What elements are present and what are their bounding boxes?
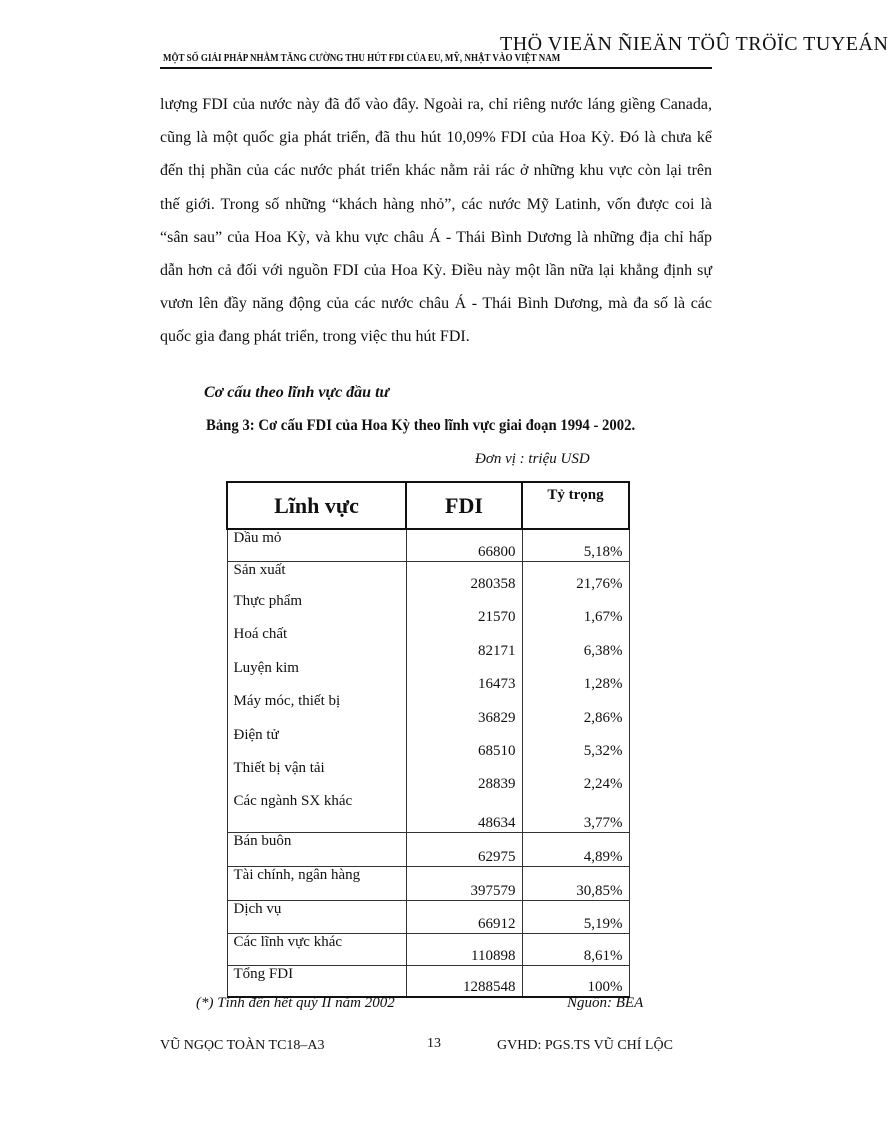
row-fdi: 68510	[406, 727, 522, 760]
body-paragraph: lượng FDI của nước này đã đổ vào đây. Ngoài ra, chỉ riêng nước láng giềng Canada, cũng là một quốc gia phát triển, đã thu hút 10,09% FDI của Hoa Kỳ. Đó là chưa kể đến thị phần của các nước phát triển khác nằm rải rác ở những khu vực còn lại trên thế giới. Trong số những “khách hàng nhỏ”, các nước Mỹ Latinh, vốn được coi là “sân sau” của Hoa Kỳ, và khu vực châu Á - Thái Bình Dương là những địa chỉ hấp dẫn hơn cả đối với nguồn FDI của Hoa Kỳ. Điều này một lần nữa lại khẳng định sự vươn lên đầy năng động của các nước châu Á - Thái Bình Dương, mà đa số là các quốc gia đang phát triển, trong việc thu hút FDI.	[160, 96, 712, 346]
row-share: 4,89%	[522, 832, 629, 866]
row-name: Điện tử	[227, 727, 406, 760]
row-name: Thiết bị vận tải	[227, 760, 406, 793]
row-name: Các ngành SX khác	[227, 793, 406, 832]
row-name: Luyện kim	[227, 660, 406, 693]
row-fdi: 16473	[406, 660, 522, 693]
row-fdi: 28839	[406, 760, 522, 793]
row-share: 1,28%	[522, 660, 629, 693]
table-total-row	[227, 965, 629, 997]
row-fdi: 21570	[406, 593, 522, 626]
fdi-table	[226, 481, 630, 998]
row-name: Dịch vụ	[227, 900, 406, 933]
row-share: 2,24%	[522, 760, 629, 793]
section-heading: Cơ cấu theo lĩnh vực đầu tư	[204, 384, 390, 401]
table-caption: Bảng 3: Cơ cấu FDI của Hoa Kỳ theo lĩnh vực giai đoạn 1994 - 2002.	[206, 417, 636, 434]
row-name: Dầu mỏ	[227, 529, 406, 561]
row-share: 30,85%	[522, 866, 629, 900]
row-name: Các lĩnh vực khác	[227, 933, 406, 965]
table-footnote: (*) Tính đến hết quý II năm 2002	[196, 995, 395, 1011]
row-share: 2,86%	[522, 693, 629, 727]
row-share: 5,19%	[522, 900, 629, 933]
footer-author: VŨ NGỌC TOÀN TC18–A3	[160, 1038, 325, 1053]
row-fdi: 66800	[406, 529, 522, 561]
body-text	[160, 88, 712, 354]
watermark-text: THÖ VIEÄN ÑIEÄN TÖÛ TRÖÏC TUYEÁN	[500, 33, 888, 55]
row-share: 5,32%	[522, 727, 629, 760]
row-fdi: 82171	[406, 626, 522, 660]
table-row	[227, 866, 629, 900]
table-row	[227, 832, 629, 866]
table-row	[227, 660, 629, 693]
row-name: Bán buôn	[227, 832, 406, 866]
row-share: 1,67%	[522, 593, 629, 626]
table-row	[227, 760, 629, 793]
table-unit: Đơn vị : triệu USD	[475, 451, 590, 467]
table-row	[227, 561, 629, 593]
table-source: Nguồn: BEA	[567, 995, 644, 1011]
row-name: Sản xuất	[227, 561, 406, 593]
row-share: 21,76%	[522, 561, 629, 593]
row-fdi: 280358	[406, 561, 522, 593]
header-share: Tỷ trọng	[522, 482, 629, 529]
row-name: Hoá chất	[227, 626, 406, 660]
table-row	[227, 900, 629, 933]
row-fdi: 48634	[406, 793, 522, 832]
page-number: 13	[427, 1036, 441, 1051]
row-share: 100%	[522, 965, 629, 997]
row-fdi: 36829	[406, 693, 522, 727]
row-share: 6,38%	[522, 626, 629, 660]
row-name: Máy móc, thiết bị	[227, 693, 406, 727]
table-row	[227, 626, 629, 660]
header-field: Lĩnh vực	[227, 482, 406, 529]
row-share: 8,61%	[522, 933, 629, 965]
header-fdi: FDI	[406, 482, 522, 529]
row-fdi: 1288548	[406, 965, 522, 997]
row-name: Thực phẩm	[227, 593, 406, 626]
table-row	[227, 933, 629, 965]
row-fdi: 62975	[406, 832, 522, 866]
row-fdi: 110898	[406, 933, 522, 965]
header-rule	[160, 67, 712, 69]
row-name: Tổng FDI	[227, 965, 406, 997]
row-share: 3,77%	[522, 793, 629, 832]
running-header-title: MỘT SỐ GIẢI PHÁP NHẰM TĂNG CƯỜNG THU HÚT FDI CỦA EU, MỸ, NHẬT VÀO VIỆT NAM	[163, 52, 561, 64]
row-name: Tài chính, ngân hàng	[227, 866, 406, 900]
table-row	[227, 693, 629, 727]
table-row	[227, 593, 629, 626]
table-row	[227, 529, 629, 561]
row-fdi: 66912	[406, 900, 522, 933]
footer-advisor: GVHD: PGS.TS VŨ CHÍ LỘC	[497, 1038, 673, 1053]
table-row	[227, 793, 629, 832]
row-share: 5,18%	[522, 529, 629, 561]
row-fdi: 397579	[406, 866, 522, 900]
table-header-row	[227, 482, 629, 529]
table-row	[227, 727, 629, 760]
